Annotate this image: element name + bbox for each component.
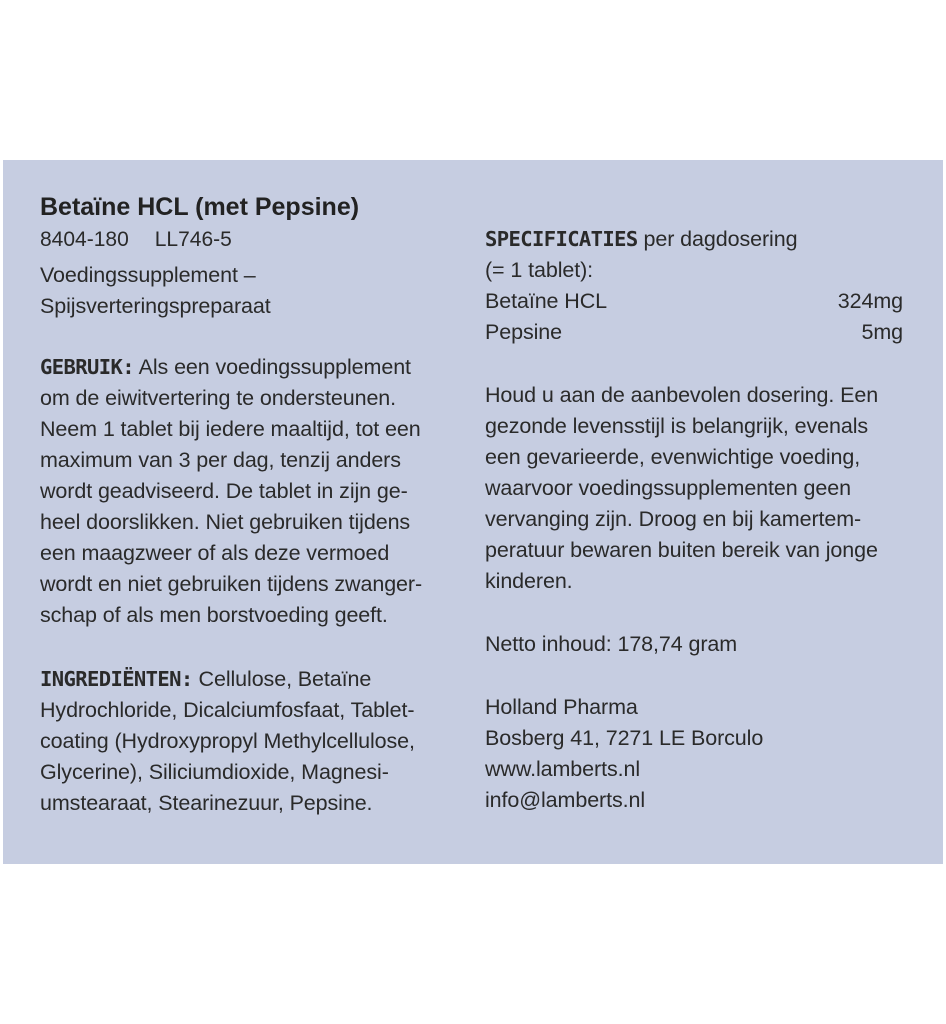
spec-amount: 5mg [861,320,903,344]
spec-row [485,286,903,317]
specificaties-section [485,224,905,348]
specificaties-subline: (= 1 tablet): [485,258,594,282]
gebruik-line: maximum van 3 per dag, tenzij anders [40,448,401,472]
gebruik-line: schap of als men borstvoeding geeft. [40,603,388,627]
ingredienten-line: Hydrochloride, Dicalciumfosfaat, Tablet- [40,698,415,722]
left-column [40,260,460,322]
ingredienten-line: Glycerine), Siliciumdioxide, Magnesi- [40,760,389,784]
specificaties-line [485,224,905,255]
contact-section [485,692,905,816]
gebruik-line: een maagzweer of als deze vermoed [40,541,390,565]
spec-row [485,317,903,348]
specificaties-heading-rest: per dagdosering [637,227,798,251]
product-title: Betaïne HCL (met Pepsine) [40,193,360,221]
gebruik-line: heel doorslikken. Niet gebruiken tijdens [40,510,411,534]
category-line: Spijsverteringspreparaat [40,294,271,318]
advies-line: kinderen. [485,569,573,593]
spec-amount: 324mg [837,289,903,313]
ingredienten-text: Cellulose, Betaïne [192,667,372,691]
gebruik-line: om de eiwitvertering te ondersteunen. [40,386,397,410]
product-label-panel [3,160,943,864]
specificaties-heading: SPECIFICATIES [485,227,638,251]
advies-line: Houd u aan de aanbevolen dosering. Een [485,383,879,407]
product-codes [40,228,232,252]
article-code: 8404-180 [40,228,129,251]
ingredienten-line: coating (Hydroxypropyl Methylcellulose, [40,729,415,753]
ingredienten-section [40,664,460,819]
netto-inhoud: Netto inhoud: 178,74 gram [485,632,738,656]
advies-section [485,380,905,597]
company-address: Bosberg 41, 7271 LE Borculo [485,726,764,750]
advies-line: waarvoor voedingssupplementen geen [485,476,851,500]
advies-line: een gevarieerde, evenwichtige voeding, [485,445,861,469]
gebruik-line: wordt en niet gebruiken tijdens zwanger- [40,572,423,596]
advies-line: peratuur bewaren buiten bereik van jonge [485,538,878,562]
spec-name: Pepsine [485,320,562,344]
spec-name: Betaïne HCL [485,289,608,313]
gebruik-text: Als een voedingssupplement [133,355,411,379]
ingredienten-heading: INGREDIËNTEN: [40,667,193,691]
category-line: Voedingssupplement – [40,263,256,287]
email-link[interactable]: info@lamberts.nl [485,788,646,812]
netto-section [485,629,905,660]
company-name: Holland Pharma [485,695,638,719]
gebruik-line: Neem 1 tablet bij iedere maaltijd, tot een [40,417,421,441]
gebruik-heading: GEBRUIK: [40,355,134,379]
gebruik-line: wordt geadviseerd. De tablet in zijn ge- [40,479,408,503]
ingredienten-line: umstearaat, Stearinezuur, Pepsine. [40,791,373,815]
advies-line: gezonde levensstijl is belangrijk, evenals [485,414,869,438]
gebruik-line [40,352,460,383]
gebruik-section [40,352,460,631]
ingredienten-line [40,664,460,695]
batch-code: LL746-5 [154,228,232,251]
advies-line: vervanging zijn. Droog en bij kamertem- [485,507,862,531]
website-link[interactable]: www.lamberts.nl [485,757,641,781]
